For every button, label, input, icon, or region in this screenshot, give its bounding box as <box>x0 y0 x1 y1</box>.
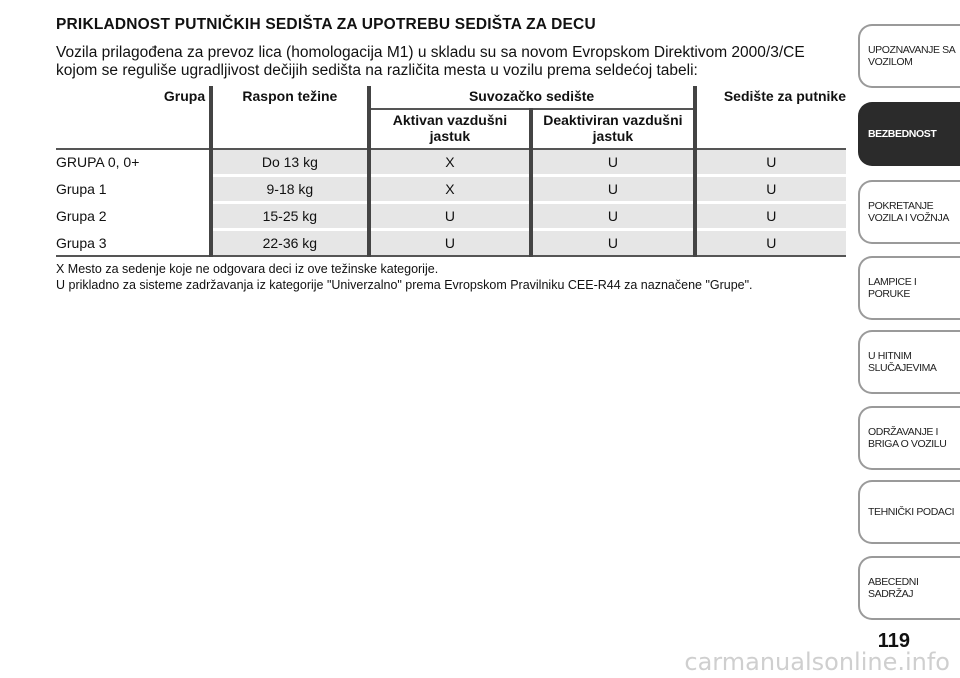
cell-weight: 9-18 kg <box>211 176 368 203</box>
chapter-sidebar <box>856 0 960 678</box>
cell-rear: U <box>695 176 846 203</box>
cell-airbag-active: X <box>369 176 532 203</box>
cell-airbag-active: U <box>369 230 532 257</box>
header-weight: Raspon težine <box>211 86 368 149</box>
table-row <box>56 176 846 203</box>
cell-rear: U <box>695 203 846 230</box>
tab-odrzavanje[interactable] <box>858 406 960 470</box>
tab-label: POKRETANJE VOZILA I VOŽNJA <box>868 200 949 224</box>
table-header-row <box>56 86 846 109</box>
header-group: Grupa <box>163 88 206 104</box>
cell-weight: 15-25 kg <box>211 203 368 230</box>
tab-label: LAMPICE I PORUKE <box>868 276 917 300</box>
cell-airbag-inactive: U <box>531 176 694 203</box>
section-title: PRIKLADNOST PUTNIČKIH SEDIŠTA ZA UPOTREBU SEDIŠTA ZA DECU <box>56 16 596 33</box>
cell-airbag-active: U <box>369 203 532 230</box>
intro-paragraph: Vozila prilagođena za prevoz lica (homologacija M1) u skladu su sa novom Evropskom Direktivom 2000/3/CE kojom se reguliše ugradljivost dečijih sedišta na različita mesta u vozilu prema seldećoj tabeli: <box>56 44 805 79</box>
cell-rear: U <box>695 230 846 257</box>
cell-group: Grupa 2 <box>56 203 211 230</box>
table-row <box>56 230 846 257</box>
tab-label: UPOZNAVANJE SA VOZILOM <box>868 44 955 68</box>
watermark: carmanualsonline.info <box>684 648 950 676</box>
cell-group: Grupa 3 <box>56 230 211 257</box>
main-content <box>56 14 846 293</box>
tab-bezbednost[interactable] <box>858 102 960 166</box>
cell-airbag-inactive: U <box>531 203 694 230</box>
cell-airbag-inactive: U <box>531 149 694 176</box>
tab-abecedni-sadrzaj[interactable] <box>858 556 960 620</box>
header-rear-seat: Sedište za putnike <box>695 86 846 149</box>
cell-weight: 22-36 kg <box>211 230 368 257</box>
header-airbag-active: Aktivan vazdušni jastuk <box>369 109 532 149</box>
table-row <box>56 203 846 230</box>
tab-upoznavanje[interactable] <box>858 24 960 88</box>
note-u: U prikladno za sisteme zadržavanja iz kategorije "Univerzalno" prema Evropskom Pravilniku CEE-R44 za naznačene "Grupe". <box>56 278 753 292</box>
tab-label: TEHNIČKI PODACI <box>868 506 955 518</box>
tab-label: U HITNIM SLUČAJEVIMA <box>868 350 937 374</box>
cell-group: Grupa 1 <box>56 176 211 203</box>
cell-group: GRUPA 0, 0+ <box>56 149 211 176</box>
tab-label: ABECEDNI SADRŽAJ <box>868 576 919 600</box>
cell-airbag-active: X <box>369 149 532 176</box>
tab-label: BEZBEDNOST <box>868 128 937 140</box>
tab-hitni-slucajevi[interactable] <box>858 330 960 394</box>
child-seat-table <box>56 86 846 257</box>
header-front-seat: Suvozačko sedište <box>369 86 695 109</box>
tab-label: ODRŽAVANJE I BRIGA O VOZILU <box>868 426 947 450</box>
table-notes <box>56 261 846 293</box>
note-x: X Mesto za sedenje koje ne odgovara deci iz ove težinske kategorije. <box>56 262 439 276</box>
page-number: 119 <box>877 630 910 652</box>
cell-rear: U <box>695 149 846 176</box>
cell-airbag-inactive: U <box>531 230 694 257</box>
header-airbag-inactive: Deaktiviran vazdušni jastuk <box>531 109 694 149</box>
table-row <box>56 149 846 176</box>
tab-pokretanje[interactable] <box>858 180 960 244</box>
cell-weight: Do 13 kg <box>211 149 368 176</box>
tab-tehnicki-podaci[interactable] <box>858 480 960 544</box>
tab-lampice[interactable] <box>858 256 960 320</box>
